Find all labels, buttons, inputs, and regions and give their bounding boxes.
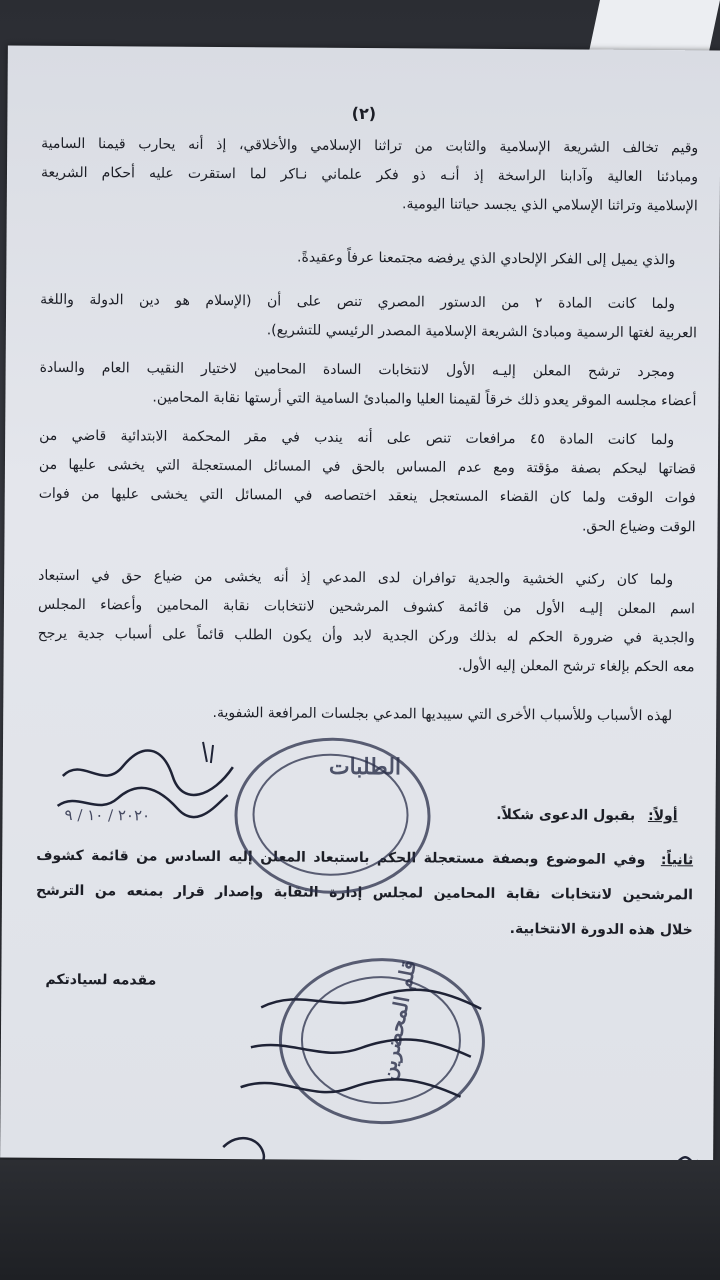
request-label: أولاً: (647, 808, 678, 825)
text-line: ولما كانت المادة ٢ من الدستور المصري تنص على أن (الإسلام هو دين الدولة واللغة (40, 291, 676, 313)
paragraph-2 (40, 242, 675, 275)
text-line: والجدية في ضرورة الحكم له بذلك وركن الجدية لابد وأن يكون الطلب قائماً على أسباب جدية يرجح (37, 625, 695, 647)
text-line: والذي يميل إلى الفكر الإلحادي الذي يرفضه مجتمعنا عرفاً وعقيدةً. (297, 249, 676, 269)
text-line: ولما كان ركني الخشية والجدية توافران لدى المدعي إذ أنه يخشى من ضياع حق في استبعاد (38, 567, 674, 589)
text-line: المرشحين لانتخابات نقابة المحامين لمجلس إدارة النقابة وإصدار قرار بمنعه من الترشح (35, 882, 694, 904)
text-line: أعضاء مجلسه الموقر يعدو ذلك خرقاً لقيمنا العليا والمبادئ السامية التي أرستها نقابة المحامين. (152, 389, 697, 410)
text-line: قضاتها ليحكم بصفة مؤقتة ومع عدم المساس بالحق في المسائل المستعجلة التي يخشى عليها من (38, 456, 697, 478)
stamp-label: الطلبات (328, 753, 402, 781)
page-number: (٢) (351, 103, 377, 124)
paragraph-6 (37, 562, 695, 683)
text-line: فوات الوقت ولما كان القضاء المستعجل ينعقد اختصاصه في المسائل التي يخشى عليها من فوات (38, 485, 696, 507)
text-line: معه الحكم بإلغاء ترشح المعلن إليه الأول. (457, 657, 695, 676)
request-text: وفي الموضوع وبصفة مستعجلة الحكم باستبعاد المعلن إليه السادس من قائمة كشوف (36, 847, 646, 868)
text-line: ومجرد ترشح المعلن إليـه الأول لانتخابات السادة المحامين لاختيار النقيب العام والسادة (39, 359, 675, 381)
text-line: لهذه الأسباب وللأسباب الأخرى التي سيبديها المدعي بجلسات المرافعة الشفوية. (212, 704, 673, 725)
text-line: العربية لغتها الرسمية ومبادئ الشريعة الإسلامية المصدر الرئيسي للتشريع). (266, 322, 697, 342)
paragraph-4 (39, 354, 696, 417)
text-line: ولما كانت المادة ٤٥ مرافعات تنص على أنه يندب في مقر المحكمة الابتدائية قاضي من (39, 427, 675, 449)
text-line: اسم المعلن إليـه الأول من قائمة كشوف المرشحين لانتخابات نقابة المحامين وأعضاء المجلس (37, 596, 696, 618)
text-line: خلال هذه الدورة الانتخابية. (509, 921, 693, 939)
text-line: وقيم تخالف الشريعة الإسلامية والثابت من تراثنا الإسلامي والأخلاقي، إذ أنه يحارب قيمنا السامية (41, 135, 699, 157)
request-text: بقبول الدعوى شكلاً. (496, 806, 636, 824)
paragraph-5 (38, 422, 696, 543)
text-line: الإسلامية وتراثنا الإسلامي الذي يجسد حياتنا اليومية. (402, 196, 698, 215)
document-page (0, 46, 720, 1163)
paragraph-7 (37, 698, 672, 731)
background-floor (0, 1160, 720, 1280)
paragraph-1 (41, 130, 699, 222)
paragraph-3 (40, 286, 697, 349)
handwritten-signature-bottom (230, 977, 531, 1129)
handwritten-date-top: ٢٠٢٠ / ١٠ / ٩ (64, 805, 151, 825)
closing-text: مقدمه لسيادتكم (45, 971, 157, 989)
text-line: الوقت وضياع الحق. (581, 518, 696, 536)
text-line: ومبادئنا العالية وآدابنا الراسخة إذ أنـه ذو فكر علماني نـاكر لما استقرت عليه أحكام الشريعة (40, 164, 699, 186)
request-label: ثانياً: (660, 852, 694, 869)
lower-stamp-text: قلم المحضرين (375, 958, 421, 1083)
